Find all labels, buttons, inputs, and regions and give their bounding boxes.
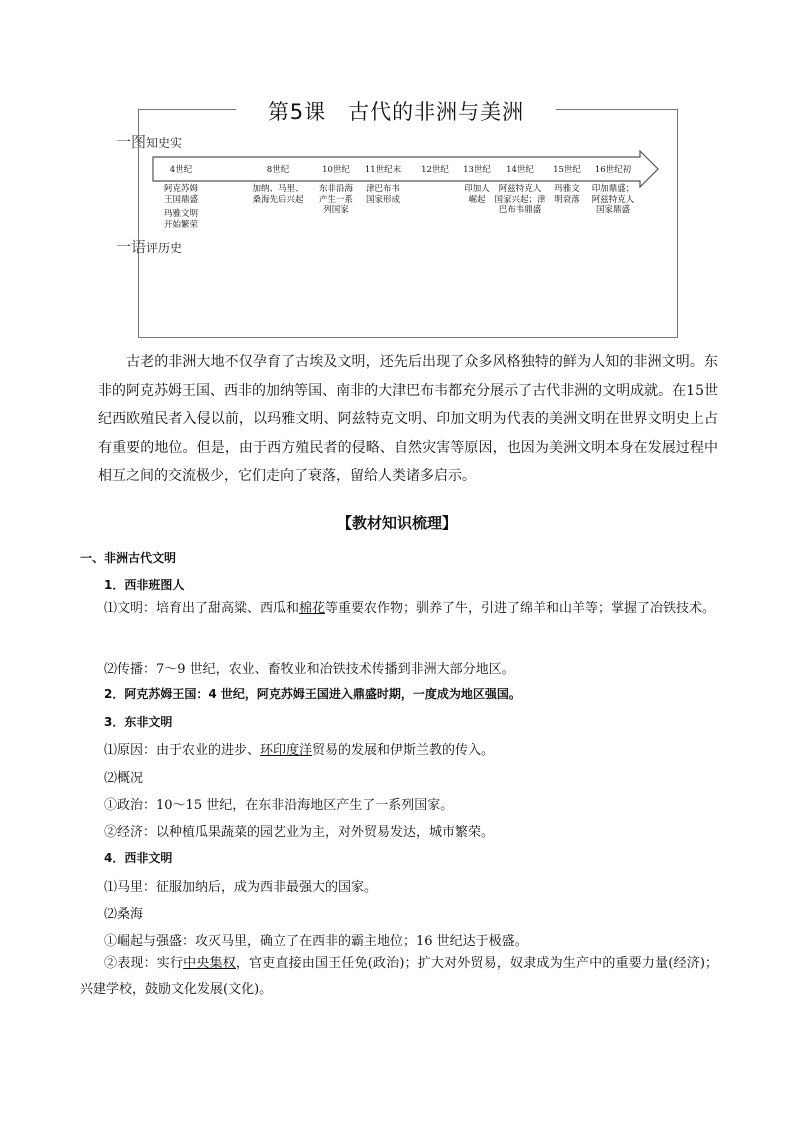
east-africa-economy: ②经济：以种植瓜果蔬菜的园艺业为主，对外贸易发达，城市繁荣。: [104, 825, 495, 840]
timeline-event: [366, 184, 400, 205]
frame-top-left: [138, 109, 236, 110]
timeline-event-line: 列国家: [323, 205, 349, 215]
header-frame: [138, 109, 678, 338]
bantu-civ-underline: 棉花: [299, 601, 326, 616]
east-reason-text-a: ⑴原因：由于农业的进步、: [104, 743, 261, 758]
section-know-facts-prefix: 一图: [116, 133, 147, 151]
timeline-event: [554, 184, 580, 205]
heading-east-africa: 3．东非文明: [104, 715, 173, 729]
timeline-label: 10世纪: [322, 165, 350, 175]
timeline-event: [319, 184, 353, 216]
east-africa-reason: [104, 739, 742, 758]
bantu-spread: ⑵传播：7～9 世纪，农业、畜牧业和冶铁技术传播到非洲大部分地区。: [104, 662, 515, 677]
east-africa-politics: ①政治：10～15 世纪，在东非沿海地区产生了一系列国家。: [104, 798, 454, 813]
timeline-event-line: 加纳、马里、: [252, 184, 304, 194]
east-africa-overview: ⑵概况: [104, 771, 144, 786]
heading-bantu: 1．西非班图人: [104, 578, 185, 592]
timeline-event: [252, 184, 303, 205]
west-africa-songhai: ⑵桑海: [104, 907, 144, 922]
section-comment: [116, 236, 182, 257]
timeline-event-line: 玛雅文: [554, 184, 580, 194]
bantu-civ-text-b: 等重要农作物；驯养了牛，引进了绵羊和山羊等；掌握了冶铁技术。: [325, 601, 716, 616]
songhai-text-b: ，官吏直接由国王任免(政治)；扩大对外贸易，奴隶成为生产中的重要力量(经济)；兴建学校，鼓励文化发展(文化)。: [80, 956, 718, 997]
heading-west-africa: 4．西非文明: [104, 851, 173, 865]
timeline-event-line: 国家鼎盛: [595, 205, 631, 215]
section-title: 【教材知识梳理】: [336, 514, 457, 532]
timeline-event-line: 桑海先后兴起: [252, 194, 304, 205]
timeline-event-line: 崛起: [468, 194, 486, 205]
timeline-event-line: 王国鼎盛: [163, 194, 199, 205]
east-reason-text-b: 贸易的发展和伊斯兰教的传入。: [312, 743, 495, 758]
heading-africa: 一、非洲古代文明: [80, 551, 177, 565]
timeline-event-line: 阿克苏姆: [163, 184, 199, 194]
timeline-event-line: 玛雅文明: [163, 209, 199, 219]
timeline-event-line: 印加人: [464, 184, 490, 194]
timeline-event-line: 国家兴起；津: [494, 194, 546, 205]
lesson-title: 第5课 古代的非洲与美洲: [267, 100, 525, 124]
songhai-rise: ①崛起与强盛：攻灭马里，确立了在西非的霸主地位；16 世纪达于极盛。: [104, 934, 528, 949]
timeline-event: [592, 184, 635, 216]
timeline-label: 14世纪: [506, 165, 534, 175]
timeline-label: 4世纪: [169, 165, 193, 175]
timeline-event-line: 明衰落: [554, 194, 580, 205]
timeline-event-line: 印加鼎盛；: [591, 184, 635, 194]
timeline-label: 8世纪: [266, 165, 290, 175]
timeline-event-line: 东非沿海: [318, 184, 354, 194]
section-comment-suffix: 评历史: [146, 241, 183, 255]
frame-top-right: [556, 109, 677, 110]
timeline-event-line: 产生一系: [318, 194, 354, 205]
timeline-label: 13世纪: [463, 165, 491, 175]
west-africa-mali: ⑴马里：征服加纳后，成为西非最强大的国家。: [104, 880, 378, 895]
songhai-performance: [80, 951, 718, 1003]
timeline-event-line: 巴布韦鼎盛: [498, 205, 542, 215]
timeline-event-line: 阿兹特克人: [591, 194, 635, 205]
timeline-event-line: 阿兹特克人: [498, 184, 542, 194]
section-know-facts-suffix: 知史实: [146, 136, 183, 150]
timeline-event: [164, 184, 198, 230]
bantu-civ-text-a: ⑴文明：培育出了甜高粱、西瓜和: [104, 601, 300, 616]
timeline-event-line: 开始繁荣: [163, 219, 199, 230]
songhai-underline: 中央集权: [183, 956, 236, 971]
timeline-label: 11世纪末: [364, 165, 402, 175]
timeline-label: 15世纪: [553, 165, 581, 175]
section-know-facts: [116, 131, 182, 152]
section-comment-prefix: 一语: [116, 238, 147, 256]
timeline-label: 12世纪: [421, 165, 449, 175]
east-reason-underline: 环印度洋: [260, 743, 313, 758]
timeline-event: [494, 184, 545, 216]
timeline-event: [464, 184, 490, 205]
timeline-event-line: 津巴布韦: [365, 184, 401, 194]
songhai-text-a: ②表现：实行: [104, 956, 184, 971]
timeline-event-line: 国家形成: [365, 194, 401, 205]
intro-paragraph: 古老的非洲大地不仅孕育了古埃及文明，还先后出现了众多风格独特的鲜为人知的非洲文明。东非的阿克苏姆王国、西非的加纳等国、南非的大津巴布韦都充分展示了古代非洲的文明成就。在15世纪西欧殖民者入侵以前，以玛雅文明、阿兹特克文明、印加文明为代表的美洲文明在世界文明史上占有重要的地位。但是，由于西方殖民者的侵略、自然灾害等原因，也因为美洲文明本身在发展过程中相互之间的交流极少，它们走向了衰落，留给人类诸多启示。: [98, 354, 718, 485]
heading-aksum: 2．阿克苏姆王国：4 世纪，阿克苏姆王国进入鼎盛时期，一度成为地区强国。: [104, 687, 521, 701]
bantu-civilization: [80, 596, 718, 622]
timeline-label: 16世纪初: [594, 165, 632, 175]
